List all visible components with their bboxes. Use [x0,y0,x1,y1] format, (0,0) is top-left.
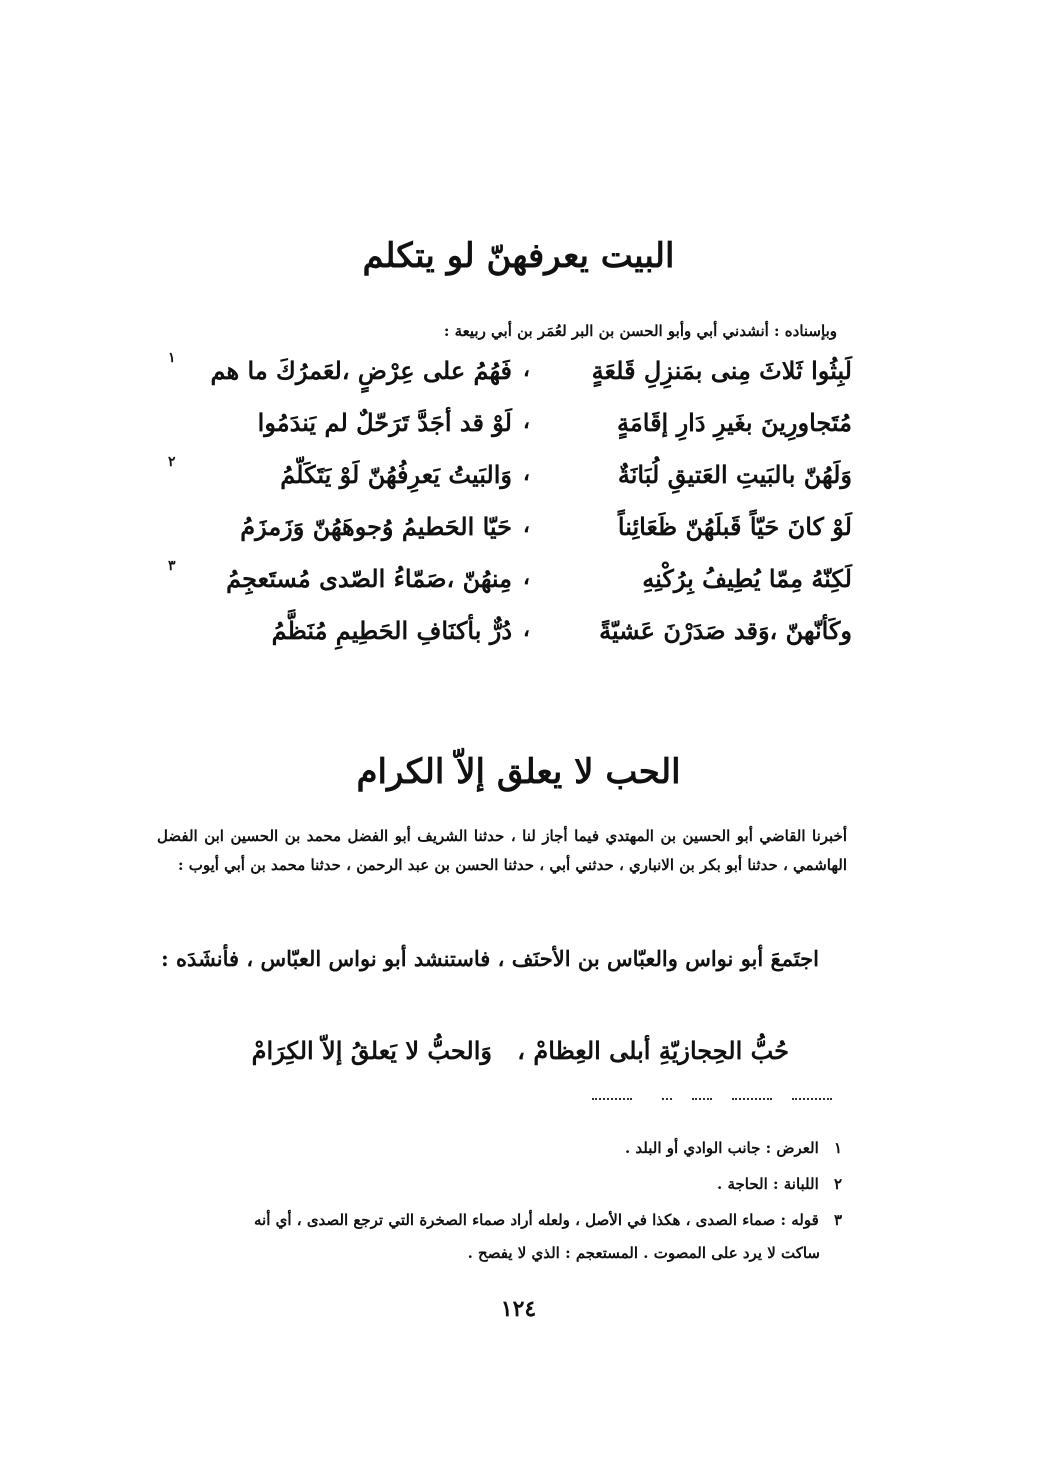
verse-second-hemistich: لَوْ قد أجَدَّ تَرَحّلٌ لم يَندَمُوا [257,408,512,437]
verse-row [0,408,1037,458]
verse-row [0,512,1037,562]
footnote-marker: ٣ [168,558,176,574]
verse-separator: ، [522,512,530,538]
story-text: اجتَمعَ أبو نواس والعبّاس بن الأحنَف ، فاستنشد أبو نواس العبّاس ، فأنشَدَه : [160,946,819,971]
divider-segment [662,1098,672,1100]
verse-first-hemistich: لَوْ كانَ حَيّاً قَبلَهُنّ ظَعَائِناً [617,512,852,541]
verse-separator: ، [522,408,530,434]
footnote-number: ١ [833,1139,842,1157]
verse-row [0,350,1037,406]
footnote-text: العرض : جانب الوادي أو البلد . [624,1139,819,1157]
verse-first-hemistich: لَكِنّهُ مِمّا يُطِيفُ بِرُكْنِهِ [642,564,852,593]
footnote [162,1130,842,1166]
footnote-text: اللبانة : الحاجة . [717,1175,819,1193]
footnote-continuation: ساكت لا يرد على المصوت . المستعجم : الذي لا يفصح . [467,1244,820,1262]
verse-second-hemistich: وَالبَيتُ يَعرِفُهُنّ لَوْ يَتَكَلّمُ [280,460,512,489]
footnote [162,1166,842,1202]
verse-separator: ، [522,564,530,590]
verse-first-hemistich: وَلَهُنّ بالبَيتِ العَتيقِ لُبَانَةٌ [617,460,852,489]
footnote-marker: ٢ [168,454,176,470]
section-1-intro: وبإسناده : أنشدني أبي وأبو الحسن بن البر لعُمَر بن أبي ربيعة : [443,322,837,340]
page-number: ١٢٤ [500,1296,537,1322]
divider-segment [732,1098,772,1100]
footnotes [162,1130,842,1268]
verse-second-hemistich: دُرٌّ بأكنَافِ الحَطِيمِ مُنَظَّمُ [271,616,512,645]
footnote-number: ٢ [833,1175,842,1193]
divider-segment [592,1098,632,1100]
verse-separator: ، [522,460,530,486]
footnote-text: قوله : صماء الصدى ، هكذا في الأصل ، ولعله أراد صماء الصخرة التي ترجع الصدى ، أي أنه [254,1211,819,1229]
verse-first-hemistich: حُبُّ الحِجازيّةِ أبلى العِظامْ ، [517,1036,789,1065]
verse-second-hemistich: فَهُمُ على عِرْضٍ ،لعَمرُكَ ما هم [210,356,512,385]
verse-first-hemistich: مُتَجاورِينَ بغَيرِ دَارِ إقَامَةٍ [617,408,852,437]
story-verse [0,1036,1037,1086]
verse-second-hemistich: مِنهُنّ ،صَمّاءُ الصّدى مُستَعجِمُ [226,564,512,593]
footnote-number: ٣ [833,1211,842,1229]
verse-first-hemistich: لَبِثُوا ثَلاثَ مِنى بمَنزِلِ قَلعَةٍ [591,356,852,385]
verse-separator: ، [522,356,530,382]
footnote-divider [192,1098,842,1110]
verse-second-hemistich: وَالحبُّ لا يَعلقُ إلاّ الكِرَامْ [251,1036,492,1065]
verse-separator: ، [522,616,530,642]
footnote [162,1202,842,1268]
chain-of-narration: أخبرنا القاضي أبو الحسين بن المهتدي فيما أجاز لنا ، حدثنا الشريف أبو الفضل محمد بن الحسين ابن الفضل الهاشمي ، حدثنا أبو بكر بن الانباري ، حدثني أبي ، حدثنا الحسن بن عبد الرحمن ، حدثنا محمد بن أبي أيوب : [157,827,847,874]
verse-second-hemistich: حَيّا الحَطيمُ وُجوهَهُنّ وَزَمزَمُ [240,512,512,541]
divider-segment [792,1098,832,1100]
verse-row [0,616,1037,666]
verse-row [0,454,1037,510]
verse-row [0,558,1037,614]
section-title-2: الحب لا يعلق إلاّ الكرام [356,752,681,792]
section-title-1: البيت يعرفهنّ لو يتكلم [362,236,675,276]
verse-first-hemistich: وكَأنّهنّ ،وَقد صَدَرْنَ عَشيّةً [599,616,852,645]
footnote-marker: ١ [168,350,176,366]
divider-segment [692,1098,712,1100]
